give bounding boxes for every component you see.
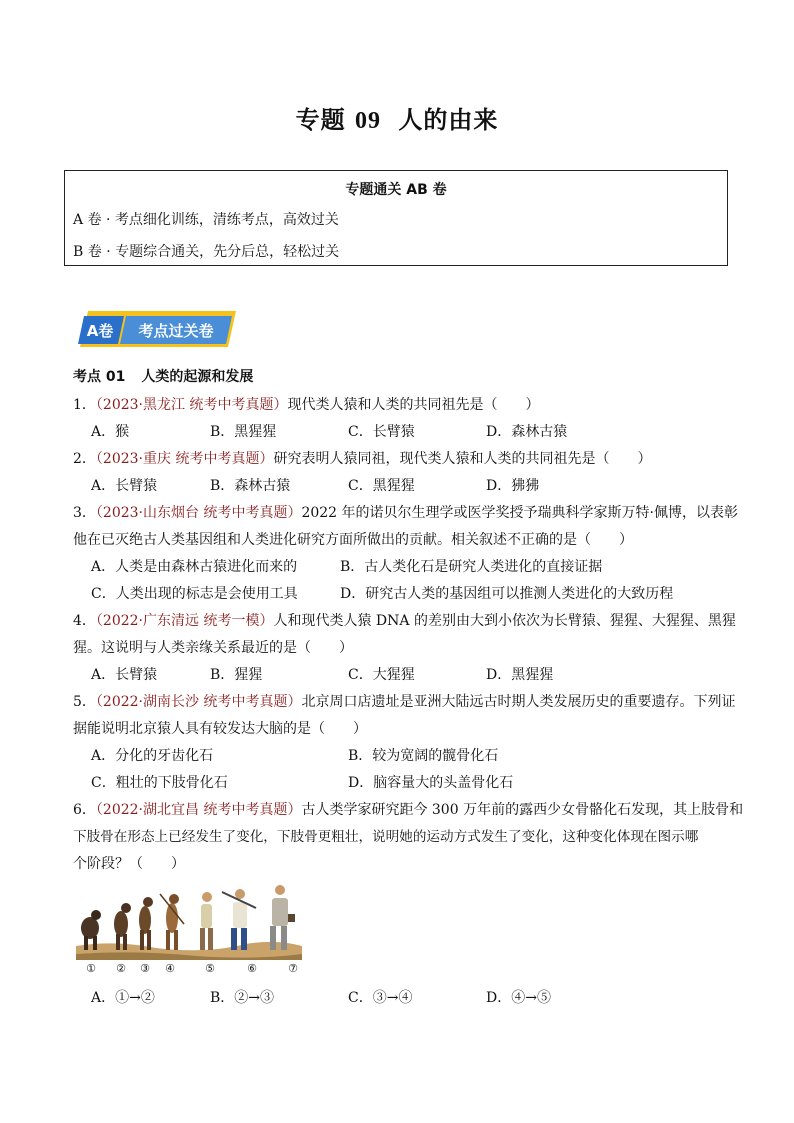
stage-label-6: ⑥	[247, 962, 257, 975]
question-source: 2022·广东清远 统考一模	[102, 613, 260, 629]
question-text-line-2: 猩。这说明与人类亲缘关系最近的是（ ）	[73, 640, 353, 656]
source-open: （	[95, 802, 103, 818]
option-d[interactable]: D．黑猩猩	[486, 667, 554, 683]
option-c[interactable]: C．黑猩猩	[348, 478, 415, 494]
option-b[interactable]: B．黑猩猩	[210, 424, 277, 440]
option-b[interactable]: B．古人类化石是研究人类进化的直接证据	[340, 559, 603, 575]
question-text-line-2: 据能说明北京猿人具有较发达大脑的是（ ）	[73, 721, 367, 737]
option-d[interactable]: D．脑容量大的头盖骨化石	[348, 775, 514, 791]
stage-label-5: ⑤	[205, 962, 215, 975]
stage-label-1: ①	[86, 962, 96, 975]
option-b[interactable]: B．②→③	[210, 990, 275, 1006]
option-a[interactable]: A．①→②	[91, 990, 155, 1006]
option-b[interactable]: B．猩猩	[210, 667, 263, 683]
title-number: 09	[355, 108, 381, 134]
question-3	[73, 504, 738, 522]
option-a[interactable]: A．分化的牙齿化石	[91, 748, 214, 764]
stage-label-4: ④	[165, 962, 175, 975]
source-close: ）	[259, 613, 274, 629]
human-evolution-figure	[76, 884, 302, 976]
section-banner	[78, 308, 238, 350]
source-close: ）	[273, 397, 288, 413]
option-a[interactable]: A．长臂猿	[91, 667, 158, 683]
question-number: 5．	[73, 694, 96, 710]
stage-5-early-human	[200, 892, 213, 950]
box-line-a: A 卷 · 考点细化训练，清练考点，高效过关	[73, 212, 339, 228]
source-open: （	[95, 694, 103, 710]
option-d[interactable]: D．森林古猿	[486, 424, 568, 440]
question-text: 2022 年的诺贝尔生理学或医学奖授予瑞典科学家斯万特·佩博，以表彰	[301, 505, 738, 521]
option-c[interactable]: C．长臂猿	[348, 424, 415, 440]
stage-6-worker	[222, 889, 256, 950]
option-d[interactable]: D．④→⑤	[486, 990, 551, 1006]
source-close: ）	[287, 694, 302, 710]
option-a[interactable]: A．人类是由森林古猿进化而来的	[91, 559, 298, 575]
page-title	[0, 100, 794, 135]
question-text-line-3: 个阶段？（ ）	[73, 856, 185, 872]
stage-label-7: ⑦	[288, 962, 298, 975]
option-b[interactable]: B．森林古猿	[210, 478, 291, 494]
stage-4-hominin-with-spear	[160, 894, 184, 950]
question-number: 1．	[73, 397, 96, 413]
section-name: 人类的起源和发展	[141, 369, 254, 385]
title-prefix: 专题	[295, 106, 346, 134]
question-source: 2023·山东烟台 统考中考真题	[102, 505, 288, 521]
question-text: 人和现代类人猿 DNA 的差别由大到小依次为长臂猿、猩猩、大猩猩、黑猩	[273, 613, 736, 629]
source-close: ）	[287, 505, 302, 521]
question-number: 4．	[73, 613, 96, 629]
option-c[interactable]: C．粗壮的下肢骨化石	[91, 775, 228, 791]
question-text: 古人类学家研究距今 300 万年前的露西少女骨骼化石发现，其上肢骨和	[301, 802, 744, 818]
source-open: （	[95, 505, 103, 521]
source-open: （	[95, 397, 103, 413]
question-text: 研究表明人猿同祖，现代类人猿和人类的共同祖先是（ ）	[273, 451, 652, 467]
section-number: 考点 01	[73, 369, 126, 385]
question-6	[73, 801, 743, 819]
question-source: 2022·湖北宜昌 统考中考真题	[102, 802, 288, 818]
question-number: 2．	[73, 451, 96, 467]
question-1	[73, 396, 539, 414]
source-close: ）	[259, 451, 274, 467]
stage-label-3: ③	[140, 962, 150, 975]
question-5	[73, 693, 735, 711]
option-c[interactable]: C．人类出现的标志是会使用工具	[91, 586, 298, 602]
question-4	[73, 612, 736, 630]
option-a[interactable]: A．长臂猿	[91, 478, 158, 494]
question-source: 2022·湖南长沙 统考中考真题	[102, 694, 288, 710]
question-source: 2023·重庆 统考中考真题	[102, 451, 260, 467]
title-text: 人的由来	[398, 106, 499, 134]
option-b[interactable]: B．较为宽阔的髋骨化石	[348, 748, 499, 764]
source-close: ）	[287, 802, 302, 818]
source-open: （	[95, 613, 103, 629]
question-2	[73, 450, 651, 468]
stage-3-hominin	[139, 897, 153, 950]
option-c[interactable]: C．③→④	[348, 990, 413, 1006]
ab-intro-box	[64, 170, 728, 266]
option-d[interactable]: D．研究古人类的基因组可以推测人类进化的大致历程	[340, 586, 674, 602]
box-line-b: B 卷 · 专题综合通关，先分后总，轻松过关	[73, 244, 340, 260]
option-c[interactable]: C．大猩猩	[348, 667, 415, 683]
question-text-line-2: 下肢骨在形态上已经发生了变化，下肢骨更粗壮，说明她的运动方式发生了变化，这种变化体现在图示哪	[73, 829, 699, 845]
question-text: 现代类人猿和人类的共同祖先是（ ）	[287, 397, 540, 413]
option-a[interactable]: A．猴	[91, 424, 130, 440]
stage-label-2: ②	[116, 962, 126, 975]
source-open: （	[95, 451, 103, 467]
question-number: 3．	[73, 505, 96, 521]
box-title: 专题通关 AB 卷	[345, 182, 447, 198]
stage-2-ape	[114, 903, 131, 950]
option-d[interactable]: D．狒狒	[486, 478, 540, 494]
question-number: 6．	[73, 802, 96, 818]
stage-7-modern-human	[270, 885, 295, 950]
banner-tag: A卷	[86, 322, 114, 340]
question-text: 北京周口店遗址是亚洲大陆远古时期人类发展历史的重要遗存。下列证	[301, 694, 736, 710]
section-heading	[73, 366, 253, 386]
question-text-line-2: 他在已灭绝古人类基因组和人类进化研究方面所做出的贡献。相关叙述不正确的是（ ）	[73, 532, 633, 548]
question-source: 2023·黑龙江 统考中考真题	[102, 397, 274, 413]
banner-label: 考点过关卷	[138, 322, 214, 340]
